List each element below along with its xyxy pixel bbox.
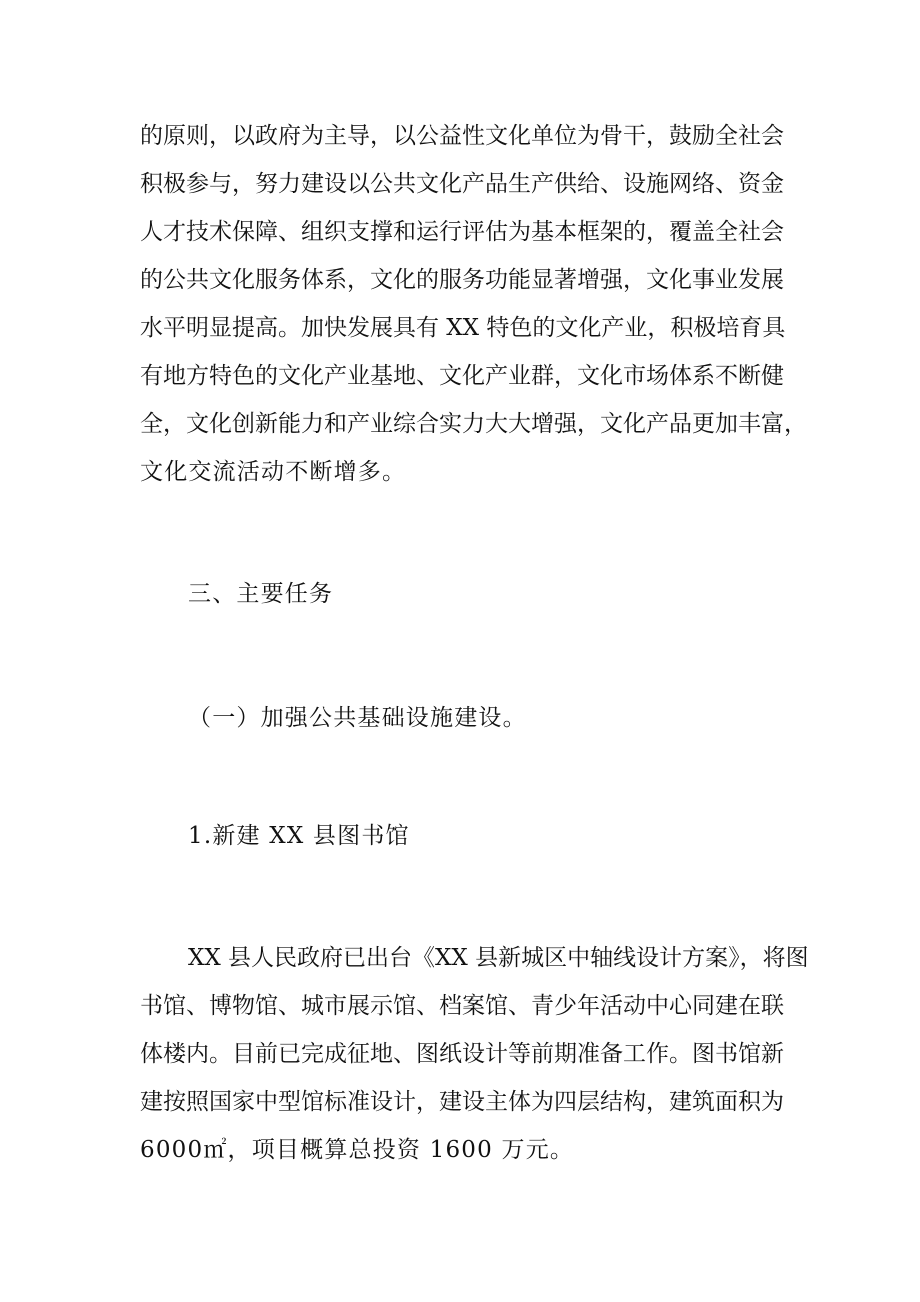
paragraph-line: 建按照国家中型馆标准设计，建设主体为四层结构，建筑面积为 — [140, 1089, 784, 1115]
paragraph-line-last: 6000㎡，项目概算总投资 1600 万元。 — [140, 1137, 575, 1163]
paragraph-line-last: 文化交流活动不断增多。 — [140, 459, 407, 485]
paragraph-line: 的公共文化服务体系，文化的服务功能显著增强，文化事业发展 — [140, 267, 784, 293]
paragraph-line: 水平明显提高。加快发展具有 XX 特色的文化产业，积极培育具 — [140, 315, 786, 341]
paragraph-line: 积极参与，努力建设以公共文化产品生产供给、设施网络、资金 — [140, 171, 784, 197]
paragraph-line: 的原则，以政府为主导，以公益性文化单位为骨干，鼓励全社会 — [140, 123, 784, 149]
paragraph-line: 书馆、博物馆、城市展示馆、档案馆、青少年活动中心同建在联 — [140, 993, 784, 1019]
paragraph-line: 体楼内。目前已完成征地、图纸设计等前期准备工作。图书馆新 — [140, 1041, 784, 1067]
item-heading: 1.新建 XX 县图书馆 — [188, 823, 410, 849]
subsection-heading: （一）加强公共基础设施建设。 — [188, 705, 527, 731]
paragraph-line: 全，文化创新能力和产业综合实力大大增强，文化产品更加丰富， — [140, 411, 807, 437]
paragraph-line: 人才技术保障、组织支撑和运行评估为基本框架的，覆盖全社会 — [140, 219, 784, 245]
paragraph-line: XX 县人民政府已出台《XX 县新城区中轴线设计方案》，将图 — [188, 945, 809, 971]
section-heading: 三、主要任务 — [188, 581, 334, 607]
paragraph-line: 有地方特色的文化产业基地、文化产业群，文化市场体系不断健 — [140, 363, 784, 389]
